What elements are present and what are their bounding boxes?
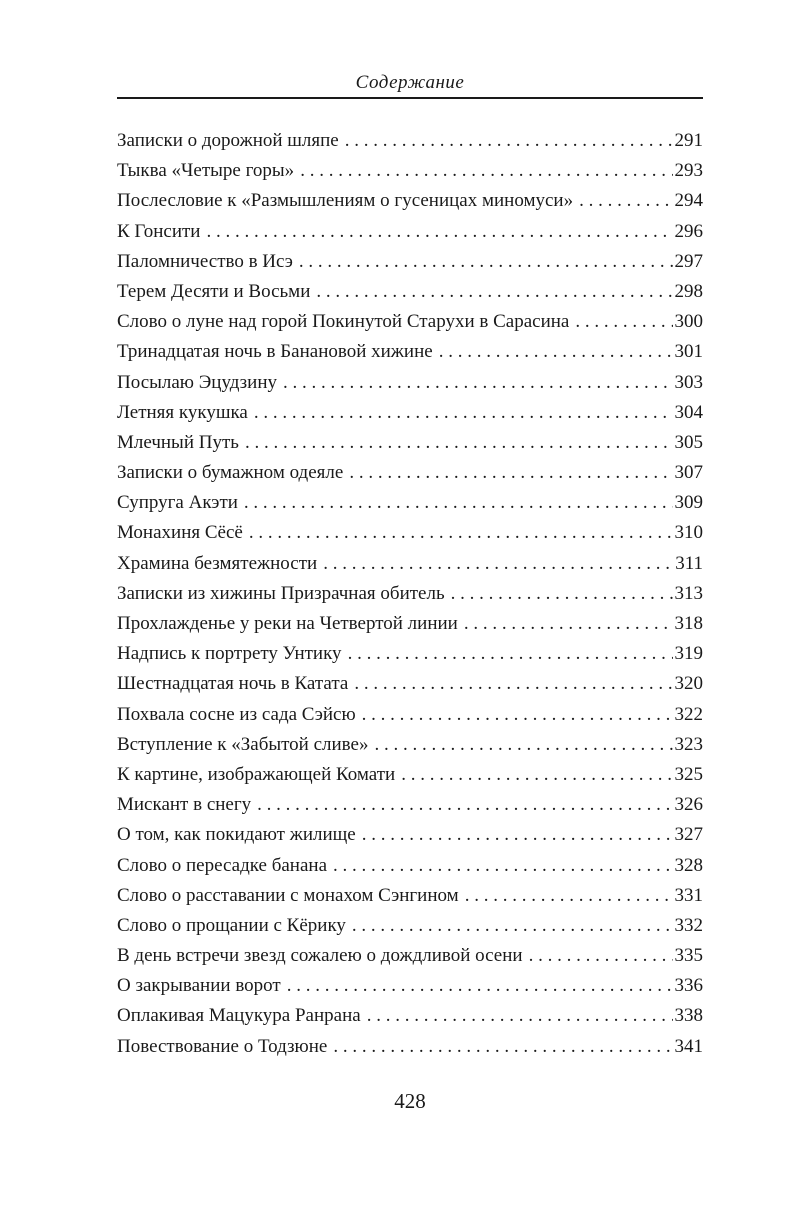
running-title: Содержание bbox=[355, 72, 465, 93]
toc-entry-title: Слово о пересадке банана bbox=[117, 854, 328, 876]
toc-entry-title: Записки из хижины Призрачная обитель bbox=[117, 582, 445, 604]
toc-entry-title: Шестнадцатая ночь в Катата bbox=[117, 673, 349, 695]
toc-entry bbox=[117, 307, 703, 337]
toc-entry-page: 318 bbox=[674, 613, 703, 634]
header-rule bbox=[117, 97, 703, 99]
dot-leader bbox=[367, 1001, 673, 1031]
toc-entry-page: 336 bbox=[674, 975, 703, 997]
dot-leader bbox=[345, 126, 673, 156]
toc-entry-title: О закрывании ворот bbox=[117, 975, 281, 997]
dot-leader bbox=[245, 428, 673, 458]
dot-leader bbox=[348, 639, 673, 669]
toc-entry-title: К Гонсити bbox=[117, 220, 201, 242]
toc-entry-title: Надпись к портрету Унтику bbox=[117, 643, 342, 665]
toc-entry-title: Слово о прощании с Кёрику bbox=[117, 914, 346, 936]
toc-entry-title: Вступление к «Забытой сливе» bbox=[117, 733, 369, 755]
toc-entry-page: 310 bbox=[674, 522, 703, 544]
toc-entry bbox=[117, 1032, 703, 1062]
toc-entry bbox=[117, 217, 703, 247]
toc-entry-title: Послесловие к «Размышлениям о гусеницах миномуси» bbox=[117, 190, 574, 212]
toc-entry-title: Похвала сосне из сада Сэйсю bbox=[117, 703, 356, 725]
toc-entry bbox=[117, 337, 703, 367]
dot-leader bbox=[401, 760, 672, 790]
toc-entry bbox=[117, 186, 703, 216]
toc-entry-page: 305 bbox=[674, 431, 703, 453]
toc-entry-title: Прохлажденье у реки на Четвертой линии bbox=[117, 613, 458, 634]
toc-entry-page: 341 bbox=[674, 1035, 703, 1057]
dot-leader bbox=[333, 1032, 672, 1062]
dot-leader bbox=[352, 911, 673, 941]
toc-entry-page: 303 bbox=[674, 371, 703, 393]
toc-entry bbox=[117, 518, 703, 548]
dot-leader bbox=[579, 186, 672, 216]
toc-entry bbox=[117, 1001, 703, 1031]
toc-entry bbox=[117, 398, 703, 428]
toc-entry-title: Тыква «Четыре горы» bbox=[117, 160, 295, 182]
dot-leader bbox=[362, 700, 673, 730]
toc-entry bbox=[117, 488, 703, 518]
toc-entry-page: 307 bbox=[674, 462, 703, 484]
toc-entry-title: Паломничество в Исэ bbox=[117, 250, 293, 272]
dot-leader bbox=[206, 217, 672, 247]
toc-entry-page: 304 bbox=[674, 401, 703, 423]
toc-entry-page: 319 bbox=[674, 643, 703, 665]
toc-entry-title: Повествование о Тодзюне bbox=[117, 1035, 328, 1057]
toc-entry bbox=[117, 881, 703, 911]
toc-entry bbox=[117, 700, 703, 730]
page-number: 428 bbox=[394, 1089, 426, 1113]
dot-leader bbox=[529, 941, 673, 971]
toc-entry bbox=[117, 428, 703, 458]
toc-entry-page: 309 bbox=[674, 492, 703, 514]
toc-entry bbox=[117, 760, 703, 790]
toc-entry-page: 313 bbox=[674, 582, 703, 604]
toc-entry bbox=[117, 911, 703, 941]
dot-leader bbox=[283, 368, 672, 398]
toc-entry-title: Монахиня Сёсё bbox=[117, 522, 243, 544]
toc-entry bbox=[117, 579, 703, 609]
toc-entry bbox=[117, 971, 703, 1001]
toc-entry-page: 296 bbox=[674, 220, 703, 242]
toc-entry bbox=[117, 549, 703, 579]
table-of-contents bbox=[117, 126, 703, 1062]
toc-entry bbox=[117, 247, 703, 277]
dot-leader bbox=[287, 971, 673, 1001]
dot-leader bbox=[439, 337, 673, 367]
toc-entry bbox=[117, 851, 703, 881]
toc-entry-title: О том, как покидают жилище bbox=[117, 824, 356, 846]
toc-entry-title: Записки о бумажном одеяле bbox=[117, 462, 344, 484]
toc-entry-page: 328 bbox=[674, 854, 703, 876]
toc-entry-page: 322 bbox=[674, 703, 703, 725]
dot-leader bbox=[354, 669, 672, 699]
dot-leader bbox=[257, 790, 672, 820]
toc-entry-page: 327 bbox=[674, 824, 703, 846]
toc-entry-title: Супруга Акэти bbox=[117, 492, 238, 514]
toc-entry bbox=[117, 156, 703, 186]
toc-entry-title: Мискант в снегу bbox=[117, 794, 252, 816]
dot-leader bbox=[333, 851, 672, 881]
toc-entry-page: 326 bbox=[674, 794, 703, 816]
toc-entry-title: Слово о луне над горой Покинутой Старухи в Сарасина bbox=[117, 311, 570, 333]
toc-entry-title: Оплакивая Мацукура Ранрана bbox=[117, 1005, 361, 1027]
dot-leader bbox=[299, 247, 673, 277]
toc-entry bbox=[117, 368, 703, 398]
dot-leader bbox=[465, 881, 673, 911]
toc-entry bbox=[117, 669, 703, 699]
dot-leader bbox=[362, 820, 673, 850]
toc-entry-title: Слово о расставании с монахом Сэнгином bbox=[117, 884, 459, 906]
toc-entry-title: Летняя кукушка bbox=[117, 401, 248, 423]
toc-entry bbox=[117, 730, 703, 760]
toc-entry bbox=[117, 277, 703, 307]
toc-entry-title: Терем Десяти и Восьми bbox=[117, 280, 311, 302]
toc-entry bbox=[117, 609, 703, 639]
dot-leader bbox=[244, 488, 673, 518]
toc-entry-page: 300 bbox=[674, 311, 703, 333]
dot-leader bbox=[374, 730, 672, 760]
toc-entry-title: Тринадцатая ночь в Банановой хижине bbox=[117, 341, 433, 363]
toc-entry-title: Храмина безмятежности bbox=[117, 552, 318, 574]
toc-entry-title: К картине, изображающей Комати bbox=[117, 763, 396, 785]
toc-entry-page: 335 bbox=[674, 945, 703, 967]
dot-leader bbox=[316, 277, 672, 307]
toc-entry-page: 332 bbox=[674, 914, 703, 936]
toc-entry-page: 320 bbox=[674, 673, 703, 695]
toc-entry-title: Млечный Путь bbox=[117, 431, 239, 453]
toc-entry-page: 311 bbox=[675, 552, 703, 574]
toc-entry-page: 331 bbox=[674, 884, 703, 906]
toc-entry-page: 291 bbox=[674, 130, 703, 151]
dot-leader bbox=[575, 307, 672, 337]
dot-leader bbox=[323, 549, 673, 579]
toc-entry bbox=[117, 820, 703, 850]
dot-leader bbox=[254, 398, 673, 428]
toc-entry-page: 297 bbox=[674, 250, 703, 272]
toc-entry-page: 301 bbox=[674, 341, 703, 363]
toc-entry-page: 323 bbox=[674, 733, 703, 755]
toc-entry bbox=[117, 941, 703, 971]
dot-leader bbox=[300, 156, 672, 186]
toc-entry-page: 338 bbox=[674, 1005, 703, 1027]
dot-leader bbox=[349, 458, 672, 488]
toc-entry-page: 298 bbox=[674, 280, 703, 302]
toc-entry bbox=[117, 639, 703, 669]
toc-entry-title: Посылаю Эцудзину bbox=[117, 371, 278, 393]
toc-entry-title: В день встречи звезд сожалею о дождливой осени bbox=[117, 945, 523, 967]
toc-entry bbox=[117, 790, 703, 820]
dot-leader bbox=[249, 518, 673, 548]
dot-leader bbox=[464, 609, 673, 639]
toc-entry-title: Записки о дорожной шляпе bbox=[117, 130, 339, 151]
dot-leader bbox=[451, 579, 673, 609]
toc-entry bbox=[117, 126, 703, 156]
toc-entry-page: 325 bbox=[674, 763, 703, 785]
toc-entry bbox=[117, 458, 703, 488]
toc-entry-page: 293 bbox=[674, 160, 703, 182]
toc-entry-page: 294 bbox=[674, 190, 703, 212]
